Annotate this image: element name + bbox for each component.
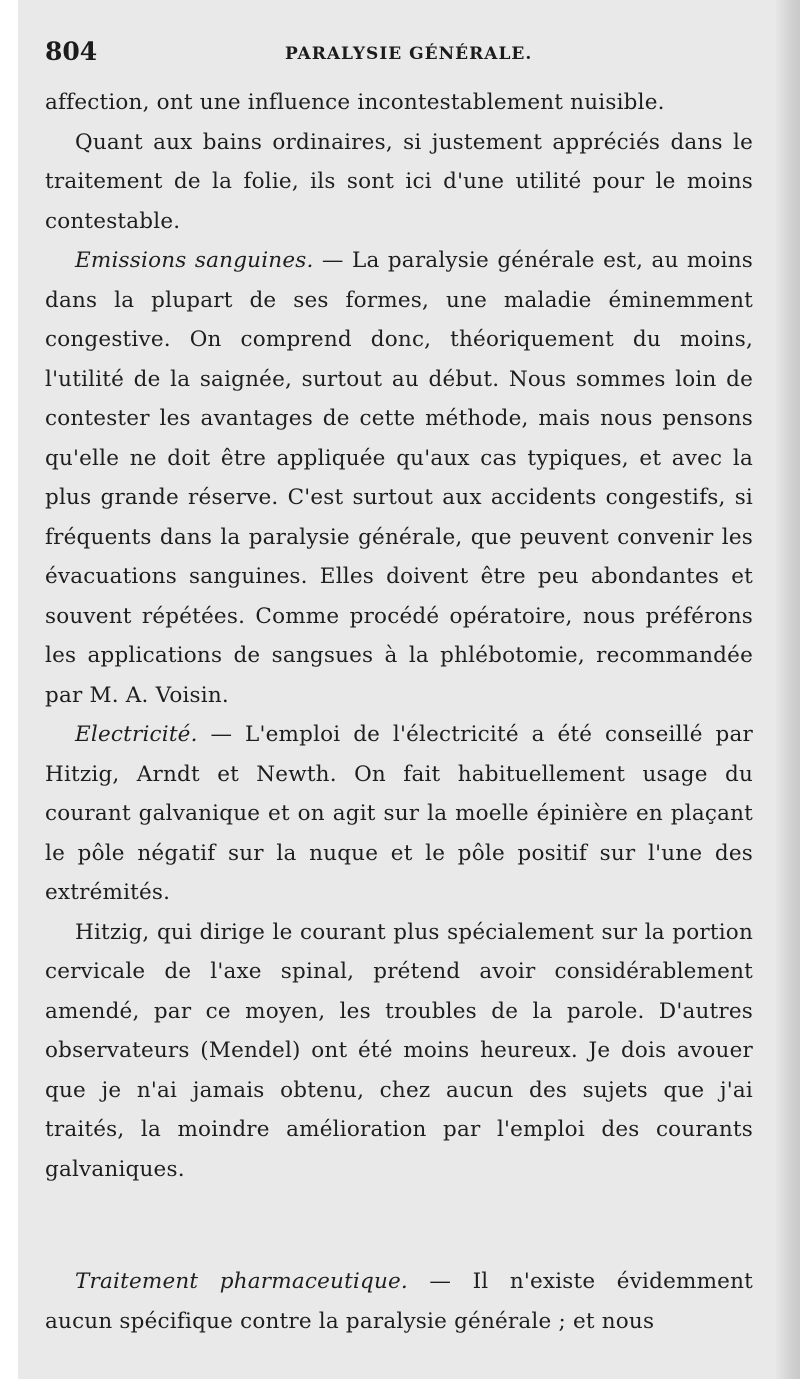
main-text — [45, 83, 753, 1189]
paragraph-4 — [45, 715, 753, 913]
section-heading: Electricité. — [75, 722, 198, 747]
paragraph-text: Hitzig, qui dirige le courant plus spécialement sur la portion cervicale de l'axe spinal, prétend avoir considérablement amendé, par ce moyen, les troubles de la parole. D'autres observateurs (Mendel) ont été moins heureux. Je dois avouer que je n'ai jamais obtenu, chez aucun des sujets que j'ai traités, la moindre amélioration par l'emploi des courants galvaniques. — [45, 919, 753, 1182]
section-heading: Traitement pharmaceutique. — [75, 1269, 408, 1294]
paragraph-5 — [45, 913, 753, 1190]
paragraph-text: — La paralysie générale est, au moins dans la plupart de ses formes, une maladie éminemment congestive. On comprend donc, théoriquement du moins, l'utilité de la saignée, surtout au début. Nous sommes loin de contester les avantages de cette méthode, mais nous pensons qu'elle ne doit être appliquée qu'aux cas typiques, et avec la plus grande réserve. C'est surtout aux accidents congestifs, si fréquents dans la paralysie générale, que peuvent convenir les évacuations sanguines. Elles doivent être peu abondantes et souvent répétées. Comme procédé opératoire, nous préférons les applications de sangsues à la phlébotomie, recommandée par M. A. Voisin. — [45, 248, 754, 708]
page-number: 804 — [45, 37, 98, 66]
paragraph-text: Quant aux bains ordinaires, si justement appréciés dans le traitement de la folie, ils sont ici d'une utilité pour le moins contestable. — [45, 129, 753, 234]
running-title: PARALYSIE GÉNÉRALE. — [285, 44, 533, 64]
paragraph-text: affection, ont une influence incontestablement nuisible. — [45, 90, 665, 115]
paragraph-6 — [45, 1262, 753, 1341]
page-margin — [0, 0, 18, 1379]
page-edge-shadow — [776, 0, 800, 1379]
paragraph-text: — L'emploi de l'électricité a été conseillé par Hitzig, Arndt et Newth. On fait habituellement usage du courant galvanique et on agit sur la moelle épinière en plaçant le pôle négatif sur la nuque et le pôle positif sur l'une des extrémités. — [45, 722, 753, 905]
section-heading: Emissions sanguines. — [75, 248, 314, 273]
paragraph-3 — [45, 241, 753, 715]
paragraph-1 — [45, 83, 753, 123]
paragraph-text: — Il n'existe évidemment aucun spécifique contre la paralysie générale ; et nous — [45, 1269, 753, 1334]
page-header — [45, 36, 755, 68]
final-text — [45, 1262, 753, 1341]
paragraph-2 — [45, 123, 753, 242]
